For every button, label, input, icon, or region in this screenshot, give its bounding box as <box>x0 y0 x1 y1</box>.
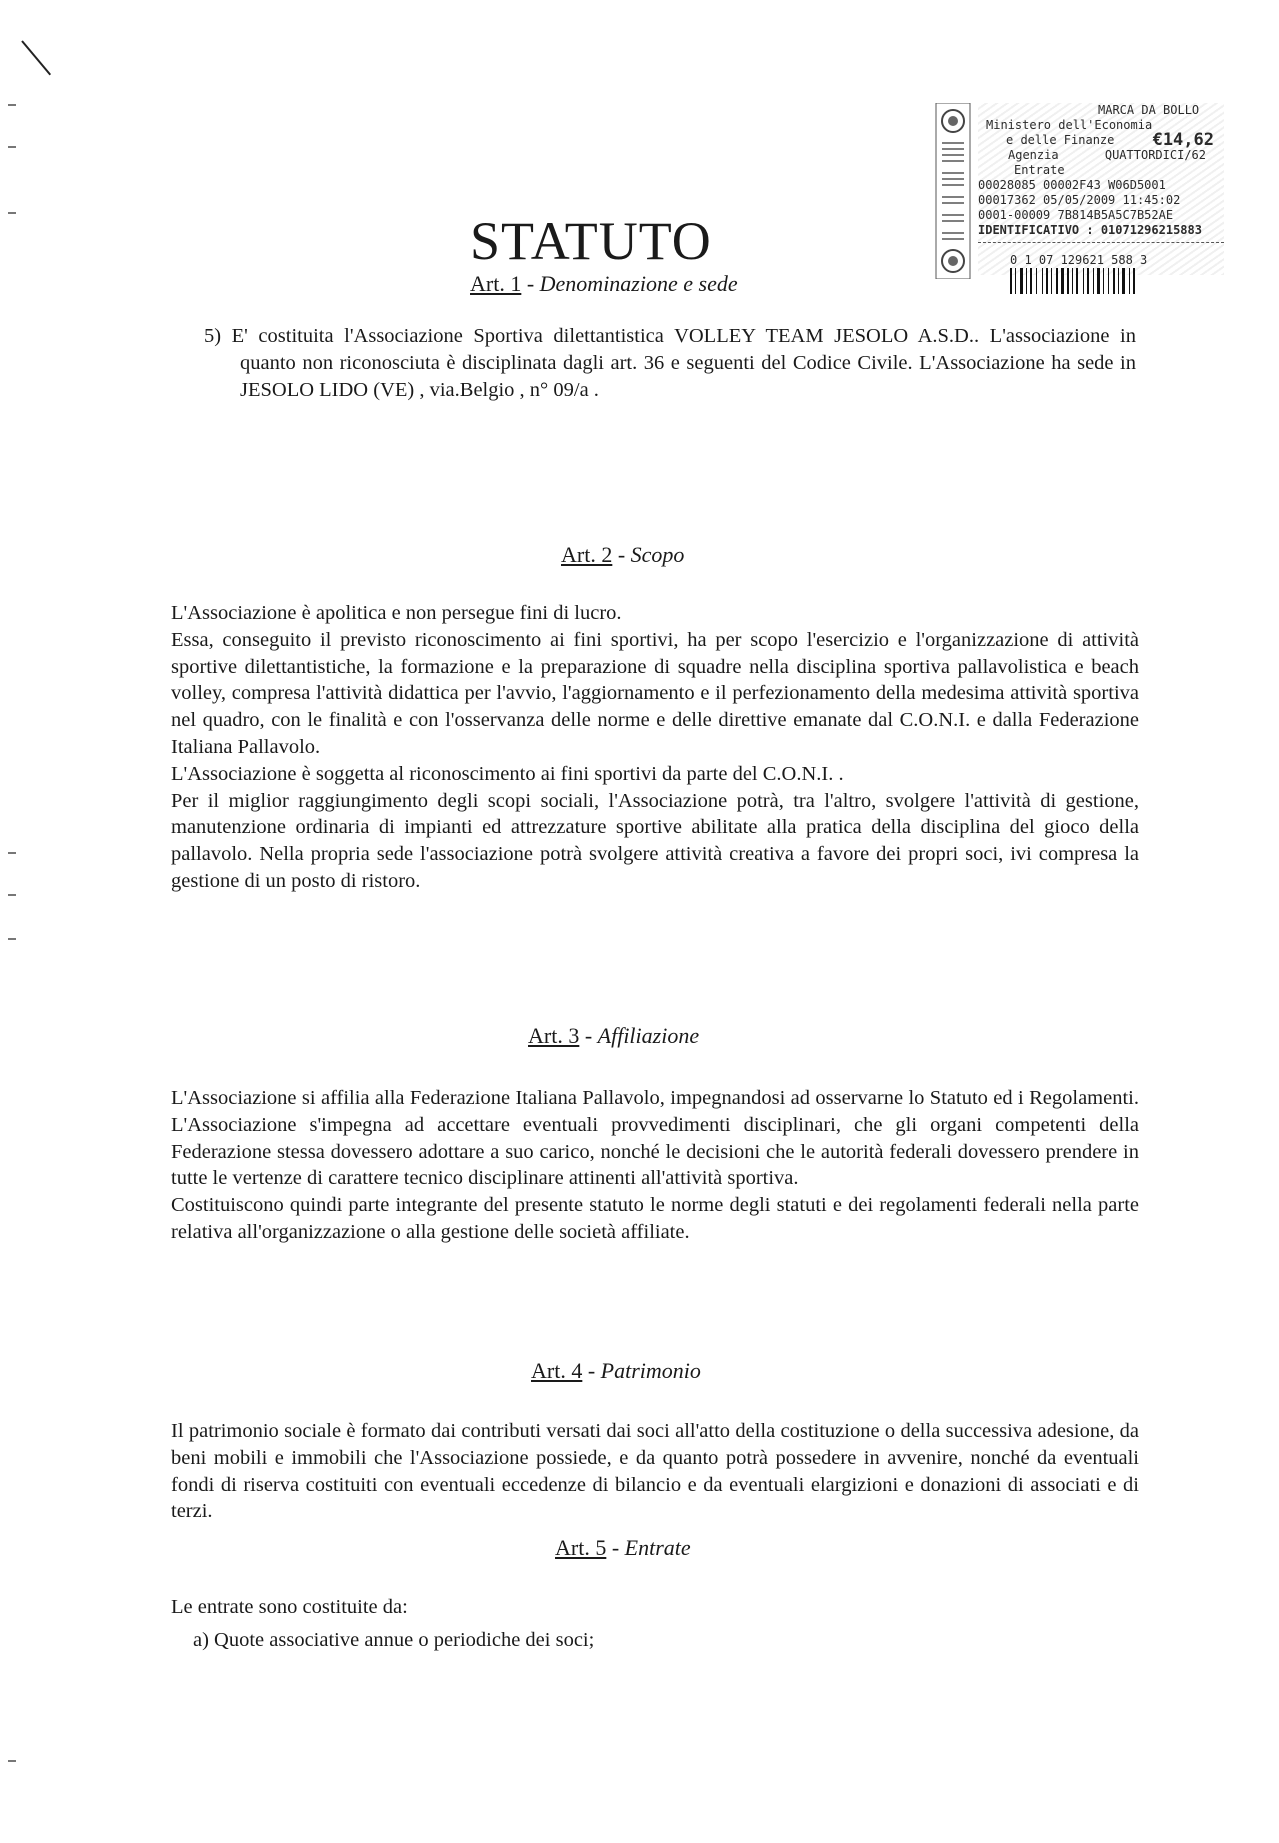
stamp-text-block <box>978 103 1224 275</box>
revenue-stamp <box>934 103 1224 279</box>
stamp-agency: Agenzia <box>1008 148 1059 162</box>
barcode-bar <box>1010 268 1012 294</box>
article-number: Art. 5 <box>555 1535 607 1560</box>
barcode-bar <box>1046 268 1048 294</box>
list-item: a) Quote associative annue o periodiche dei soci; <box>193 1628 595 1651</box>
barcode-bar <box>1036 268 1037 294</box>
paragraph: L'Associazione è apolitica e non persegue fini di lucro. <box>171 602 622 624</box>
barcode-icon <box>1010 268 1210 294</box>
barcode-bar <box>1087 268 1089 294</box>
article-separator: - <box>526 271 535 296</box>
stamp-codes-row: 00017362 05/05/2009 11:45:02 <box>978 193 1181 207</box>
stamp-ministry-2: e delle Finanze <box>1006 133 1115 147</box>
barcode-bar <box>1051 268 1052 294</box>
article-number: Art. 2 <box>561 542 613 567</box>
article-name: Patrimonio <box>600 1358 701 1383</box>
margin-tick <box>8 938 16 940</box>
stamp-price-words: QUATTORDICI/62 <box>1104 148 1206 162</box>
article-number: Art. 1 <box>470 271 522 296</box>
paragraph: Le entrate sono costituite da: <box>171 1596 408 1618</box>
paragraph: Essa, conseguito il previsto riconoscimento ai fini sportivi, ha per scopo l'esercizio e l'organizzazione di attività sportive dilettantistiche, la formazione e la preparazione di squadre nella disciplina sportiva pallavolistica e beach volley, compresa l'attività didattica per l'avvio, l'aggiornamento e il perfezionamento della medesima attività sportiva nel quadro, con le finalità e con l'osservanza delle norme e delle direttive emanate dal C.O.N.I. e dalla Federazione Italiana Pallavolo. <box>171 628 1139 758</box>
paragraph: L'Associazione si affilia alla Federazione Italiana Pallavolo, impegnandosi ad osservarne lo Statuto ed i Regolamenti. L'Associazione s'impegna ad accettare eventuali provvedimenti disciplinari, che gli organi competenti della Federazione stessa dovessero adottare a suo carico, nonché le decisioni che le autorità federali dovessero prendere in tutte le vertenze di carattere tecnico disciplinare attinenti all'attività sportiva. <box>171 1087 1139 1190</box>
stamp-entrate: Entrate <box>1014 163 1065 177</box>
article-3-heading <box>528 1023 699 1049</box>
barcode-bar <box>1020 268 1023 294</box>
stamp-emblem-icon <box>934 103 972 279</box>
article-4-heading <box>531 1358 701 1384</box>
barcode-bar <box>1030 268 1032 294</box>
article-name: Affiliazione <box>597 1023 700 1048</box>
barcode-bar <box>1061 268 1064 294</box>
stamp-identificativo: IDENTIFICATIVO : 01071296215883 <box>978 223 1202 237</box>
article-separator: - <box>617 542 626 567</box>
article-4-body <box>171 1418 1139 1525</box>
barcode-bar <box>1129 268 1130 294</box>
barcode-bar <box>1118 268 1119 294</box>
barcode-bar <box>1122 268 1125 294</box>
barcode-bar <box>1076 268 1078 294</box>
article-2-heading <box>561 542 684 568</box>
margin-tick <box>8 852 16 854</box>
article-1-body <box>204 323 1136 403</box>
margin-tick <box>8 146 16 148</box>
paragraph: 5) E' costituita l'Associazione Sportiva dilettantistica VOLLEY TEAM JESOLO A.S.D.. L'associazione in quanto non riconosciuta è disciplinata dagli art. 36 e seguenti del Codice Civile. L'Associazione ha sede in JESOLO LIDO (VE) , via.Belgio , n° 09/a . <box>204 325 1136 401</box>
stamp-codes-row: 0001-00009 7B814B5A5C7B52AE <box>978 208 1174 222</box>
paragraph: Per il miglior raggiungimento degli scopi sociali, l'Associazione potrà, tra l'altro, svolgere l'attività di gestione, manutenzione ordinaria di impianti ed attrezzature sportive abilitate alla pratica della disciplina del gioco della pallavolo. Nella propria sede l'associazione potrà svolgere attività creativa a favore dei propri soci, ivi compresa la gestione di un posto di ristoro. <box>171 789 1139 892</box>
barcode-bar <box>1015 268 1016 294</box>
article-3-body <box>171 1085 1139 1246</box>
article-number: Art. 3 <box>528 1023 580 1048</box>
barcode-bar <box>1072 268 1073 294</box>
article-5-body <box>171 1594 1139 1654</box>
article-separator: - <box>584 1023 593 1048</box>
margin-tick <box>8 212 16 214</box>
margin-tick <box>8 1760 16 1762</box>
stamp-codes-row: 00028085 00002F43 W06D5001 <box>978 178 1166 192</box>
paragraph: Costituiscono quindi parte integrante del presente statuto le norme degli statuti e dei regolamenti federali nella parte relativa all'organizzazione o alla gestione delle società affiliate. <box>171 1194 1139 1243</box>
paragraph: Il patrimonio sociale è formato dai contributi versati dai soci all'atto della costituzione o della successiva adesione, da beni mobili e immobili che l'Associazione possiede, e da quanto potrà possedere in avvenire, nonché da eventuali fondi di riserva costituiti con eventuali eccedenze di bilancio e da eventuali elargizioni e donazioni di associati e di terzi. <box>171 1420 1139 1523</box>
stamp-price: €14,62 <box>1152 130 1214 150</box>
stamp-header: MARCA DA BOLLO <box>1098 103 1200 117</box>
margin-tick <box>8 104 16 106</box>
barcode-bar <box>1093 268 1094 294</box>
barcode-bar <box>1097 268 1100 294</box>
paragraph: L'Associazione è soggetta al riconoscimento ai fini sportivi da parte del C.O.N.I. . <box>171 762 844 785</box>
document-title: STATUTO <box>470 211 712 271</box>
barcode-bar <box>1042 268 1043 294</box>
article-name: Denominazione e sede <box>539 271 738 296</box>
article-1-heading <box>470 271 738 297</box>
barcode-bar <box>1026 268 1027 294</box>
article-separator: - <box>587 1358 596 1383</box>
article-2-body <box>171 600 1139 895</box>
article-separator: - <box>611 1535 620 1560</box>
barcode-bar <box>1133 268 1135 294</box>
stamp-barcode-number: 0 1 07 129621 588 3 <box>1010 253 1148 267</box>
barcode-bar <box>1108 268 1109 294</box>
barcode-bar <box>1056 268 1058 294</box>
barcode-bar <box>1103 268 1104 294</box>
margin-tick <box>8 894 16 896</box>
article-5-heading <box>555 1535 691 1561</box>
stamp-ministry: Ministero dell'Economia <box>986 118 1153 132</box>
article-name: Entrate <box>624 1535 691 1560</box>
article-name: Scopo <box>630 542 685 567</box>
article-number: Art. 4 <box>531 1358 583 1383</box>
margin-slash-mark <box>21 40 51 75</box>
barcode-bar <box>1083 268 1084 294</box>
barcode-bar <box>1067 268 1069 294</box>
barcode-bar <box>1113 268 1115 294</box>
